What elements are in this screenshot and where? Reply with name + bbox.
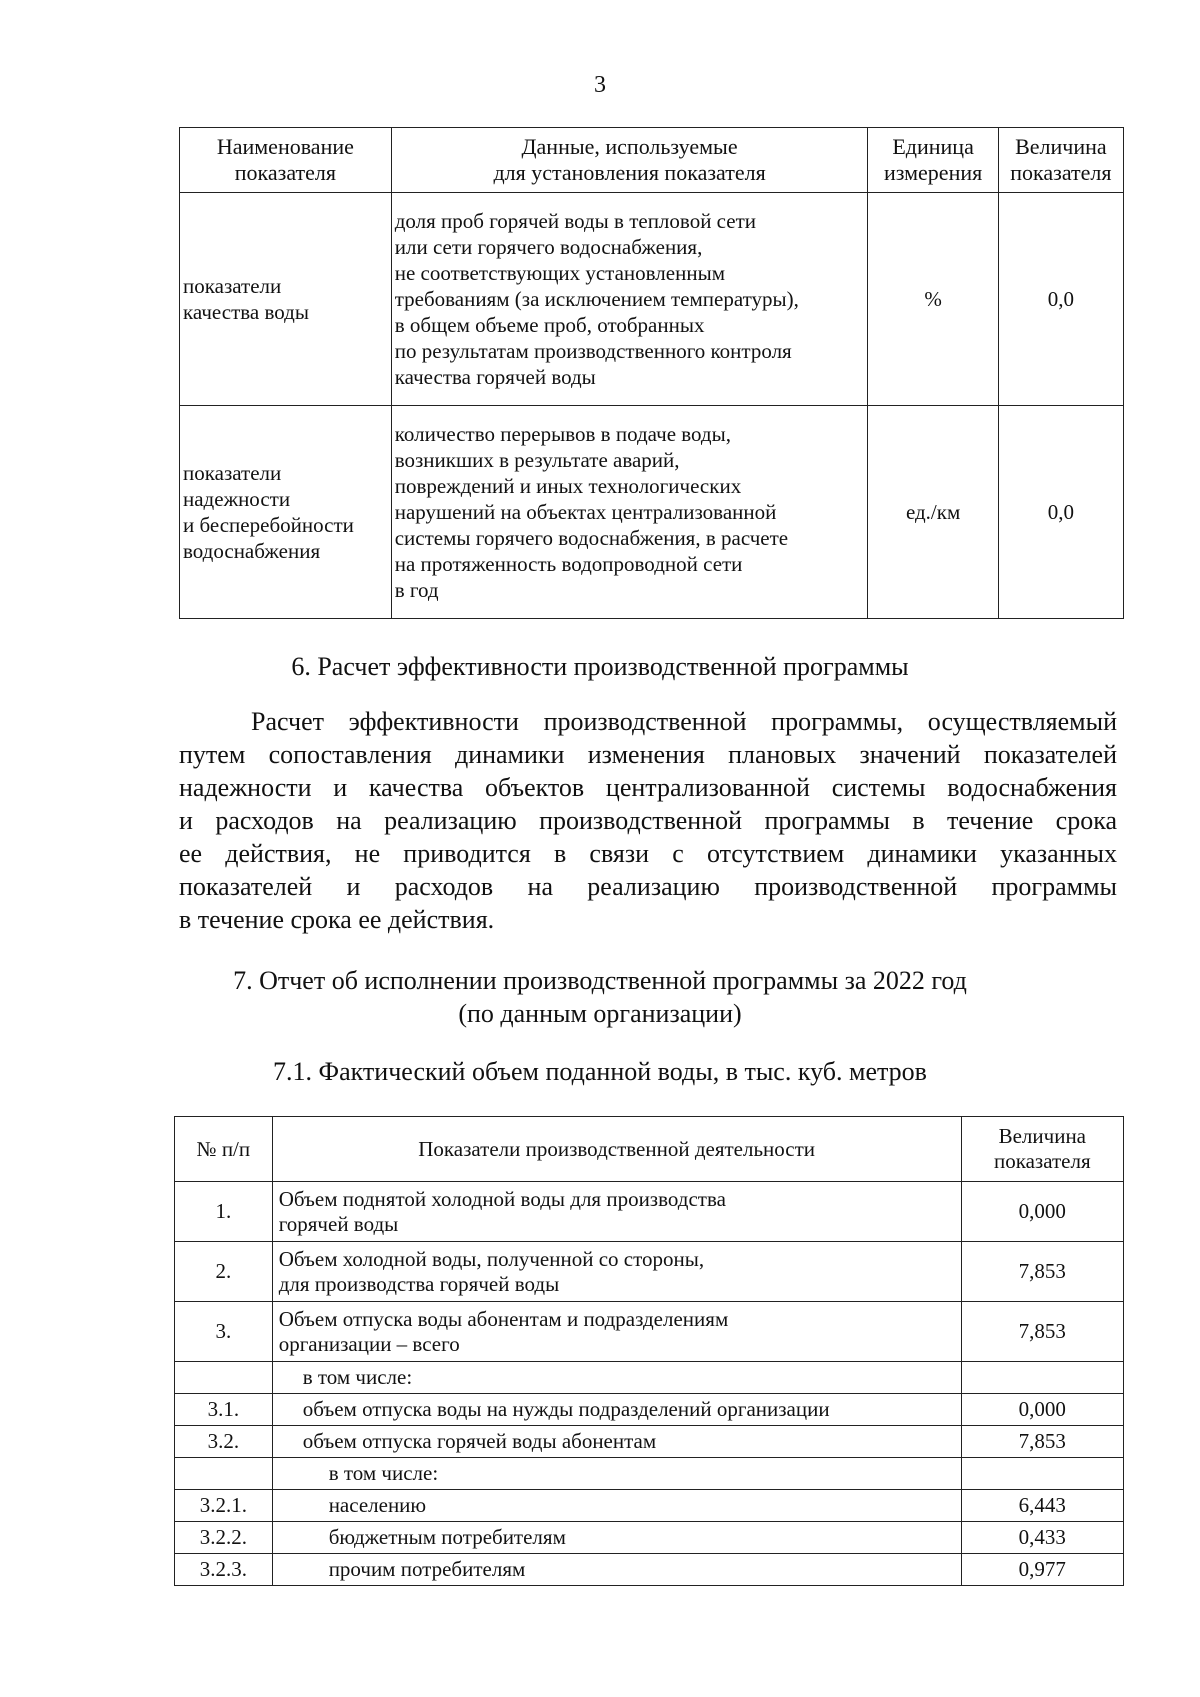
row-number: 3.2.3.: [175, 1554, 273, 1586]
row-indicator: [272, 1182, 961, 1242]
cell-text: качества горячей воды: [394, 365, 596, 389]
row-value: [961, 1362, 1123, 1394]
row-number: 3.2.2.: [175, 1522, 273, 1554]
paragraph-line: и расходов на реализацию производственной программы в течение срока: [179, 806, 1117, 835]
cell-text: организации – всего: [278, 1331, 460, 1356]
row-value: 7,853: [961, 1426, 1123, 1458]
cell-text: системы горячего водоснабжения, в расчете: [394, 526, 789, 550]
header-text: Величина: [998, 1124, 1086, 1148]
cell-text: для производства горячей воды: [278, 1271, 560, 1296]
cell-text: показатели: [183, 461, 282, 485]
header-value: [961, 1117, 1123, 1182]
data-used-cell: [391, 193, 868, 406]
header-text: Данные, используемые: [521, 134, 738, 159]
row-number: 2.: [175, 1242, 273, 1302]
row-value: 0,433: [961, 1522, 1123, 1554]
water-volume-table: [174, 1116, 1124, 1586]
table-row: [175, 1522, 1124, 1554]
table-row: [175, 1554, 1124, 1586]
cell-text: на протяженность водопроводной сети: [394, 552, 743, 576]
cell-text: водоснабжения: [183, 539, 321, 563]
quality-indicators-table: [179, 127, 1124, 619]
table-row: [175, 1362, 1124, 1394]
paragraph-line: Расчет эффективности производственной программы, осуществляемый: [251, 707, 1117, 736]
table-row: [175, 1426, 1124, 1458]
indicator-name-cell: [180, 406, 392, 619]
header-data-used: [391, 128, 868, 193]
row-value: 0,000: [961, 1182, 1123, 1242]
cell-text: нарушений на объектах централизованной: [394, 500, 777, 524]
cell-text: и бесперебойности: [183, 513, 354, 537]
section-6-paragraph: [179, 705, 1117, 936]
row-indicator: [272, 1242, 961, 1302]
row-number: 3.2.: [175, 1426, 273, 1458]
unit-cell: ед./км: [868, 406, 998, 619]
table-row: [175, 1394, 1124, 1426]
header-unit: [868, 128, 998, 193]
row-indicator: бюджетным потребителям: [272, 1522, 961, 1554]
row-value: 6,443: [961, 1490, 1123, 1522]
table-row: [180, 193, 1124, 406]
row-indicator: в том числе:: [272, 1362, 961, 1394]
section-7-heading: [0, 964, 1200, 1030]
row-value: 0,000: [961, 1394, 1123, 1426]
cell-text: по результатам производственного контроля: [394, 339, 792, 363]
table-header-row: [180, 128, 1124, 193]
row-indicator: в том числе:: [272, 1458, 961, 1490]
heading-line: (по данным организации): [458, 999, 742, 1028]
paragraph-line: показателей и расходов на реализацию производственной программы: [179, 872, 1117, 901]
row-number: [175, 1362, 273, 1394]
header-number: № п/п: [175, 1117, 273, 1182]
cell-text: доля проб горячей воды в тепловой сети: [394, 209, 756, 233]
row-number: 1.: [175, 1182, 273, 1242]
row-indicator: [272, 1302, 961, 1362]
row-indicator: населению: [272, 1490, 961, 1522]
heading-line: 7. Отчет об исполнении производственной программы за 2022 год: [233, 966, 967, 995]
row-number: 3.: [175, 1302, 273, 1362]
cell-text: качества воды: [183, 300, 309, 324]
table-row: [175, 1458, 1124, 1490]
table-row: [175, 1242, 1124, 1302]
cell-text: горячей воды: [278, 1211, 399, 1236]
cell-text: возникших в результате аварий,: [394, 448, 680, 472]
cell-text: в общем объеме проб, отобранных: [394, 313, 705, 337]
header-value: [998, 128, 1123, 193]
cell-text: количество перерывов в подаче воды,: [394, 422, 731, 446]
value-cell: 0,0: [998, 193, 1123, 406]
header-text: показателя: [993, 1149, 1091, 1173]
row-value: 0,977: [961, 1554, 1123, 1586]
cell-text: или сети горячего водоснабжения,: [394, 235, 703, 259]
header-text: для установления показателя: [493, 160, 766, 185]
header-indicator: Показатели производственной деятельности: [272, 1117, 961, 1182]
cell-text: Объем поднятой холодной воды для производства: [278, 1186, 726, 1211]
cell-text: показатели: [183, 274, 282, 298]
row-value: 7,853: [961, 1242, 1123, 1302]
row-number: [175, 1458, 273, 1490]
row-indicator: прочим потребителям: [272, 1554, 961, 1586]
header-text: Единица: [892, 134, 974, 159]
indicator-name-cell: [180, 193, 392, 406]
header-text: Наименование: [216, 134, 354, 159]
cell-text: в год: [394, 578, 439, 602]
cell-text: не соответствующих установленным: [394, 261, 725, 285]
row-number: 3.2.1.: [175, 1490, 273, 1522]
table-row: [175, 1302, 1124, 1362]
header-indicator-name: [180, 128, 392, 193]
cell-text: надежности: [183, 487, 291, 511]
table-row: [175, 1490, 1124, 1522]
row-value: [961, 1458, 1123, 1490]
table-header-row: [175, 1117, 1124, 1182]
paragraph-line: ее действия, не приводится в связи с отсутствием динамики указанных: [179, 839, 1117, 868]
header-text: измерения: [883, 160, 983, 185]
table-row: [180, 406, 1124, 619]
table-row: [175, 1182, 1124, 1242]
row-indicator: объем отпуска горячей воды абонентам: [272, 1426, 961, 1458]
header-text: показателя: [1010, 160, 1112, 185]
cell-text: повреждений и иных технологических: [394, 474, 742, 498]
section-6-heading: 6. Расчет эффективности производственной программы: [291, 652, 909, 681]
cell-text: Объем отпуска воды абонентам и подразделениям: [278, 1306, 729, 1331]
row-number: 3.1.: [175, 1394, 273, 1426]
row-indicator: объем отпуска воды на нужды подразделений организации: [272, 1394, 961, 1426]
section-7-1-subheading: 7.1. Фактический объем поданной воды, в тыс. куб. метров: [273, 1057, 927, 1086]
value-cell: 0,0: [998, 406, 1123, 619]
row-value: 7,853: [961, 1302, 1123, 1362]
page-number: 3: [594, 72, 606, 98]
paragraph-line: путем сопоставления динамики изменения плановых значений показателей: [179, 740, 1117, 769]
paragraph-line: надежности и качества объектов централизованной системы водоснабжения: [179, 773, 1117, 802]
unit-cell: %: [868, 193, 998, 406]
header-text: показателя: [234, 160, 336, 185]
paragraph-line: в течение срока ее действия.: [179, 905, 495, 934]
header-text: Величина: [1015, 134, 1107, 159]
data-used-cell: [391, 406, 868, 619]
cell-text: требованиям (за исключением температуры),: [394, 287, 799, 311]
cell-text: Объем холодной воды, полученной со стороны,: [278, 1246, 705, 1271]
